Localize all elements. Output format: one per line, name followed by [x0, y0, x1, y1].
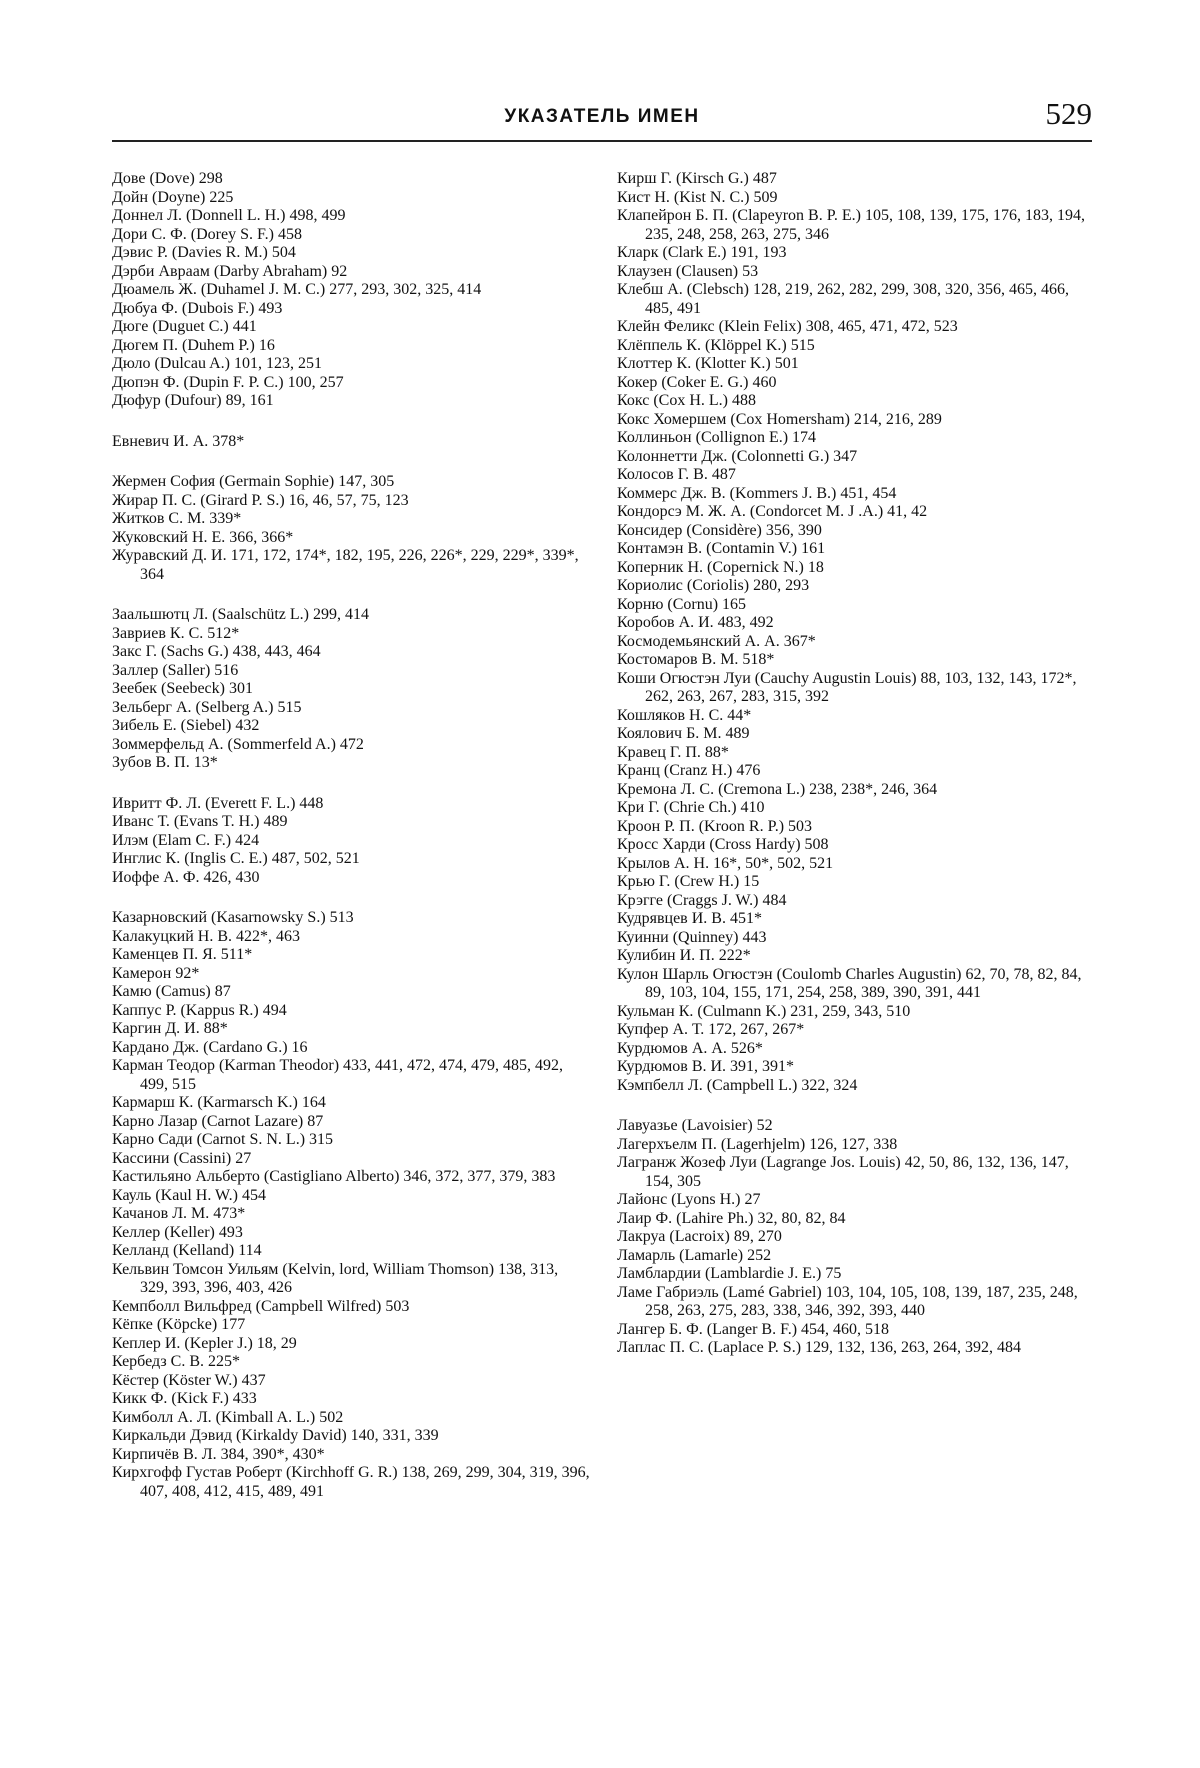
- index-entry: Консидер (Considère) 356, 390: [617, 521, 822, 539]
- index-entry: Контамэн В. (Contamin V.) 161: [617, 540, 826, 557]
- index-entry: Келланд (Kelland) 114: [112, 1242, 262, 1259]
- index-entry: Дори С. Ф. (Dorey S. F.) 458: [112, 225, 302, 243]
- index-entry: Космодемьянский А. А. 367*: [617, 632, 816, 650]
- index-entry: Каменцев П. Я. 511*: [112, 946, 253, 963]
- index-entry: Дэвис Р. (Davies R. M.) 504: [112, 244, 296, 261]
- index-entry: Кокер (Coker E. G.) 460: [617, 373, 777, 391]
- index-entry: Кёстер (Köster W.) 437: [112, 1371, 266, 1389]
- index-entry: Кларк (Clark E.) 191, 193: [617, 244, 787, 261]
- index-entry: Кокс (Cox H. L.) 488: [617, 392, 757, 409]
- index-entry: Дюпэн Ф. (Dupin F. P. C.) 100, 257: [112, 373, 344, 391]
- index-entry: Зеебек (Seebeck) 301: [112, 680, 253, 697]
- index-entry: Журавский Д. И. 171, 172, 174*, 182, 195, 226, 226*, 229, 229*, 339*, 364: [112, 547, 579, 583]
- index-entry: Кроон Р. П. (Kroon R. P.) 503: [617, 817, 813, 835]
- index-letter-group: [617, 1117, 1095, 1358]
- index-entry: Зельберг А. (Selberg A.) 515: [112, 698, 302, 716]
- index-entry: Заальшютц Л. (Saalschütz L.) 299, 414: [112, 606, 369, 623]
- index-entry: Зибель Е. (Siebel) 432: [112, 717, 260, 734]
- index-entry: Кравец Г. П. 88*: [617, 743, 729, 761]
- index-entry: Кондорсэ М. Ж. А. (Condorcet M. J .A.) 41, 42: [617, 503, 928, 520]
- index-entry: Коллиньон (Collignon E.) 174: [617, 429, 817, 446]
- index-entry: Кардано Дж. (Cardano G.) 16: [112, 1038, 308, 1056]
- index-entry: Кёпке (Köpcke) 177: [112, 1316, 246, 1333]
- index-entry: Кауль (Kaul H. W.) 454: [112, 1186, 266, 1204]
- index-entry: Кирпичёв В. Л. 384, 390*, 430*: [112, 1445, 325, 1463]
- index-entry: Курдюмов А. А. 526*: [617, 1039, 763, 1057]
- index-entry: Илэм (Elam C. F.) 424: [112, 831, 260, 849]
- index-entry: Иоффе А. Ф. 426, 430: [112, 868, 260, 886]
- index-entry: Кудрявцев И. В. 451*: [617, 910, 762, 927]
- index-entry: Лангер Б. Ф. (Langer B. F.) 454, 460, 518: [617, 1320, 890, 1338]
- index-entry: Кулибин И. П. 222*: [617, 947, 751, 964]
- index-entry: Казарновский (Kasarnowsky S.) 513: [112, 909, 354, 926]
- index-entry: Кри Г. (Chrie Ch.) 410: [617, 799, 765, 816]
- index-entry: Кэмпбелл Л. (Campbell L.) 322, 324: [617, 1076, 858, 1094]
- index-entry: Лакруа (Lacroix) 89, 270: [617, 1228, 782, 1245]
- index-entry: Кассини (Cassini) 27: [112, 1149, 252, 1167]
- index-entry: Крылов А. Н. 16*, 50*, 502, 521: [617, 854, 834, 872]
- index-entry: Дове (Dove) 298: [112, 170, 223, 187]
- index-entry: Дэрби Авраам (Darby Abraham) 92: [112, 262, 348, 280]
- index-column-right: [617, 170, 1095, 1380]
- index-entry: Доннел Л. (Donnell L. H.) 498, 499: [112, 207, 346, 224]
- index-entry: Евневич И. А. 378*: [112, 432, 245, 450]
- index-letter-group: [617, 170, 1095, 1095]
- index-entry: Лаир Ф. (Lahire Ph.) 32, 80, 82, 84: [617, 1209, 846, 1227]
- index-entry: Коробов А. И. 483, 492: [617, 614, 774, 631]
- running-title: УКАЗАТЕЛЬ ИМЕН: [504, 106, 700, 127]
- index-entry: Кулон Шарль Огюстэн (Coulomb Charles Augustin) 62, 70, 78, 82, 84, 89, 103, 104, 155, 171, 254, 258, 389, 390, 391, 441: [617, 965, 1082, 1001]
- index-entry: Дюбуа Ф. (Dubois F.) 493: [112, 299, 283, 317]
- index-entry: Кельвин Томсон Уильям (Kelvin, lord, William Thomson) 138, 313, 329, 393, 396, 403, 426: [112, 1260, 559, 1296]
- index-entry: Купфер А. Т. 172, 267, 267*: [617, 1021, 805, 1038]
- index-entry: Ламе Габриэль (Lamé Gabriel) 103, 104, 105, 108, 139, 187, 235, 248, 258, 263, 275, 283, 338, 346, 392, 393, 440: [617, 1283, 1078, 1319]
- index-entry: Куинни (Quinney) 443: [617, 928, 767, 946]
- index-entry: Инглис К. (Inglis C. E.) 487, 502, 521: [112, 850, 360, 867]
- index-entry: Иванс Т. (Evans T. H.) 489: [112, 813, 288, 830]
- index-entry: Киркальди Дэвид (Kirkaldy David) 140, 331, 339: [112, 1427, 439, 1444]
- index-entry: Карно Сади (Carnot S. N. L.) 315: [112, 1131, 334, 1148]
- index-entry: Клёппель К. (Klöppel K.) 515: [617, 336, 815, 354]
- index-entry: Камю (Camus) 87: [112, 983, 231, 1000]
- index-entry: Ламарль (Lamarle) 252: [617, 1246, 772, 1264]
- index-entry: Крью Г. (Crew H.) 15: [617, 873, 760, 890]
- index-entry: Карно Лазар (Carnot Lazare) 87: [112, 1112, 324, 1130]
- index-entry: Коялович Б. М. 489: [617, 725, 750, 742]
- index-entry: Клапейрон Б. П. (Clapeyron B. P. E.) 105, 108, 139, 175, 176, 183, 194, 235, 248, 258, 263, 275, 346: [617, 207, 1085, 243]
- index-entry: Кошляков Н. С. 44*: [617, 706, 752, 724]
- index-letter-group: [112, 433, 590, 452]
- index-entry: Дойн (Doyne) 225: [112, 188, 234, 206]
- index-entry: Корню (Cornu) 165: [617, 595, 747, 613]
- index-entry: Коммерс Дж. В. (Kommers J. B.) 451, 454: [617, 484, 897, 502]
- index-entry: Кимболл А. Л. (Kimball A. L.) 502: [112, 1408, 344, 1426]
- index-entry: Калакуцкий Н. В. 422*, 463: [112, 927, 301, 945]
- index-letter-group: [112, 795, 590, 888]
- index-entry: Жуковский Н. Е. 366, 366*: [112, 528, 294, 546]
- page-header: [112, 96, 1092, 142]
- index-entry: Кокс Хомершем (Cox Homersham) 214, 216, 289: [617, 410, 942, 428]
- index-entry: Лавуазье (Lavoisier) 52: [617, 1117, 773, 1134]
- index-entry: Дюге (Duguet C.) 441: [112, 318, 257, 335]
- index-entry: Жермен София (Germain Sophie) 147, 305: [112, 473, 395, 490]
- index-entry: Кориолис (Coriolis) 280, 293: [617, 577, 810, 594]
- index-letter-group: [112, 909, 590, 1501]
- index-entry: Качанов Л. М. 473*: [112, 1205, 246, 1222]
- index-entry: Карман Теодор (Karman Theodor) 433, 441, 472, 474, 479, 485, 492, 499, 515: [112, 1057, 564, 1093]
- index-entry: Кист Н. (Kist N. C.) 509: [617, 188, 778, 206]
- index-column-left: [112, 170, 590, 1523]
- index-entry: Лагерхъелм П. (Lagerhjelm) 126, 127, 338: [617, 1135, 898, 1153]
- index-entry: Заллер (Saller) 516: [112, 661, 239, 679]
- index-entry: Завриев К. С. 512*: [112, 624, 240, 642]
- index-entry: Кульман К. (Culmann K.) 231, 259, 343, 510: [617, 1002, 911, 1020]
- index-entry: Клейн Феликс (Klein Felix) 308, 465, 471, 472, 523: [617, 318, 958, 335]
- index-entry: Дюло (Dulcau A.) 101, 123, 251: [112, 355, 322, 372]
- index-entry: Кастильяно Альберто (Castigliano Alberto) 346, 372, 377, 379, 383: [112, 1168, 556, 1185]
- index-entry: Ламблардии (Lamblardie J. E.) 75: [617, 1265, 842, 1282]
- page-number: 529: [1045, 96, 1092, 131]
- index-entry: Лайонс (Lyons H.) 27: [617, 1191, 761, 1208]
- index-entry: Зубов В. П. 13*: [112, 754, 218, 771]
- index-entry: Зоммерфельд А. (Sommerfeld A.) 472: [112, 735, 364, 753]
- index-entry: Клаузен (Clausen) 53: [617, 262, 759, 280]
- index-entry: Жирар П. С. (Girard P. S.) 16, 46, 57, 75, 123: [112, 491, 409, 509]
- index-letter-group: [112, 170, 590, 411]
- index-entry: Кикк Ф. (Kick F.) 433: [112, 1390, 257, 1407]
- index-entry: Колосов Г. В. 487: [617, 466, 736, 483]
- index-entry: Кранц (Cranz H.) 476: [617, 762, 761, 779]
- index-entry: Клоттер К. (Klotter K.) 501: [617, 355, 799, 372]
- index-letter-group: [112, 606, 590, 773]
- index-entry: Коши Огюстэн Луи (Cauchy Augustin Louis) 88, 103, 132, 143, 172*, 262, 263, 267, 283, 315, 392: [617, 669, 1077, 705]
- index-letter-group: [112, 473, 590, 584]
- index-entry: Лаплас П. С. (Laplace P. S.) 129, 132, 136, 263, 264, 392, 484: [617, 1339, 1022, 1356]
- index-entry: Курдюмов В. И. 391, 391*: [617, 1058, 795, 1075]
- index-entry: Дюфур (Dufour) 89, 161: [112, 392, 274, 409]
- index-entry: Дюгем П. (Duhem P.) 16: [112, 336, 275, 354]
- index-entry: Кербедз С. В. 225*: [112, 1353, 240, 1370]
- index-entry: Каргин Д. И. 88*: [112, 1020, 228, 1037]
- index-entry: Ивритт Ф. Л. (Everett F. L.) 448: [112, 794, 324, 812]
- index-entry: Каппус Р. (Kappus R.) 494: [112, 1001, 287, 1019]
- index-entry: Кеплер И. (Kepler J.) 18, 29: [112, 1334, 297, 1352]
- index-entry: Костомаров В. М. 518*: [617, 651, 775, 668]
- index-entry: Кремона Л. С. (Cremona L.) 238, 238*, 246, 364: [617, 780, 938, 798]
- index-entry: Келлер (Keller) 493: [112, 1223, 243, 1241]
- index-entry: Крэгге (Craggs J. W.) 484: [617, 891, 787, 909]
- index-entry: Кармарш К. (Karmarsch K.) 164: [112, 1094, 326, 1111]
- index-entry: Дюамель Ж. (Duhamel J. M. C.) 277, 293, 302, 325, 414: [112, 281, 482, 298]
- index-entry: Закс Г. (Sachs G.) 438, 443, 464: [112, 643, 321, 660]
- index-entry: Кемпболл Вильфред (Campbell Wilfred) 503: [112, 1297, 410, 1315]
- index-entry: Кирш Г. (Kirsch G.) 487: [617, 170, 777, 187]
- index-entry: Коперник Н. (Copernick N.) 18: [617, 558, 824, 576]
- index-entry: Житков С. М. 339*: [112, 510, 242, 527]
- index-entry: Кросс Харди (Cross Hardy) 508: [617, 836, 829, 853]
- index-entry: Кирхгофф Густав Роберт (Kirchhoff G. R.) 138, 269, 299, 304, 319, 396, 407, 408, 412, 415, 489, 491: [112, 1464, 590, 1500]
- index-entry: Колоннетти Дж. (Colonnetti G.) 347: [617, 447, 858, 465]
- index-entry: Клебш А. (Clebsch) 128, 219, 262, 282, 299, 308, 320, 356, 465, 466, 485, 491: [617, 281, 1069, 317]
- index-entry: Лагранж Жозеф Луи (Lagrange Jos. Louis) 42, 50, 86, 132, 136, 147, 154, 305: [617, 1154, 1069, 1190]
- index-entry: Камерон 92*: [112, 964, 200, 982]
